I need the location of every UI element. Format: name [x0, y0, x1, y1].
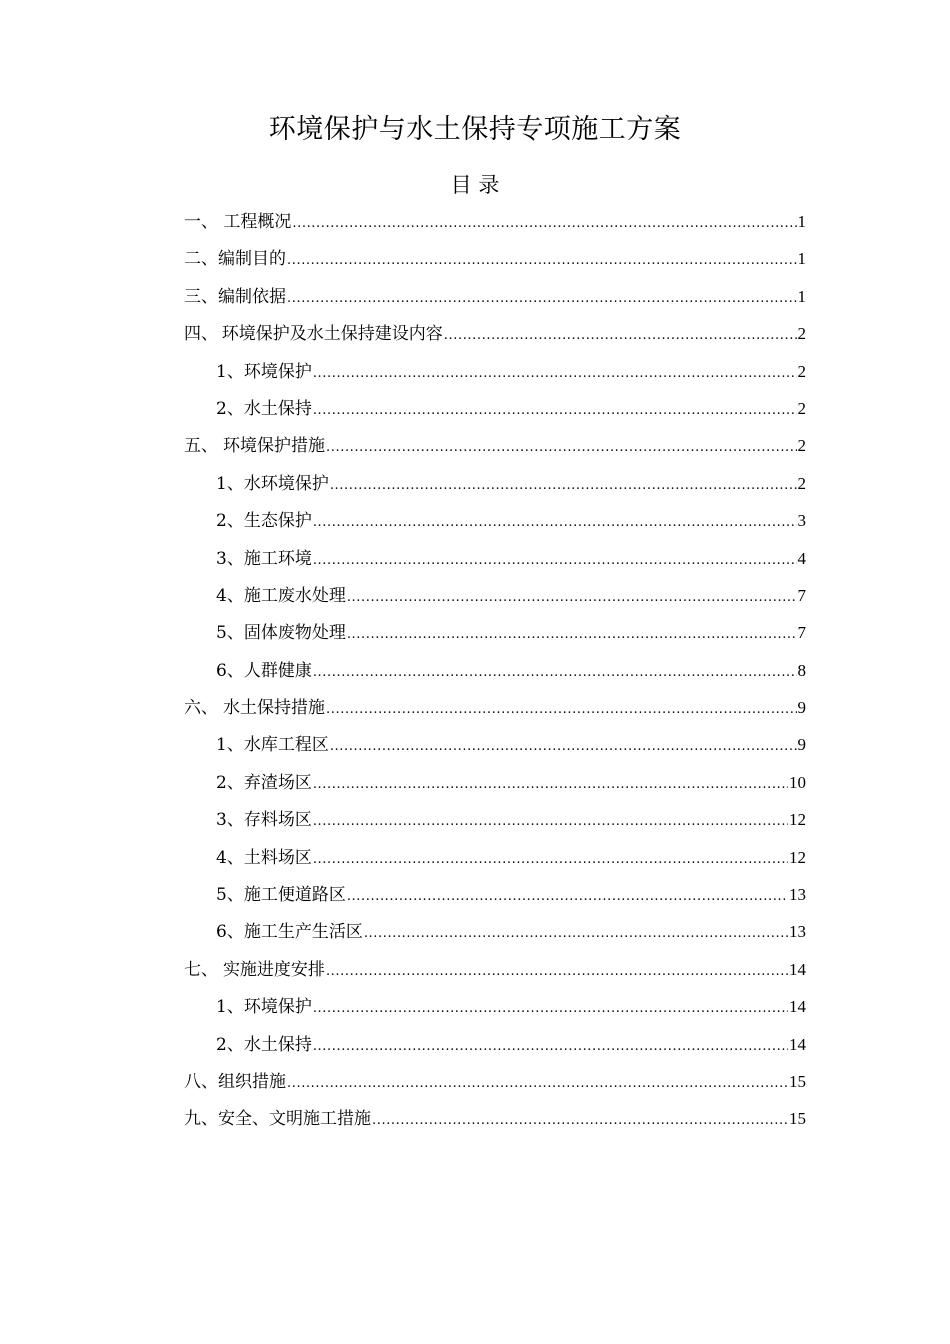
toc-entry-title: 环境保护及水土保持建设内容	[221, 324, 443, 345]
toc-page-number: 9	[797, 735, 806, 755]
toc-page-number: 3	[797, 511, 806, 531]
toc-entry-title: 环境保护	[243, 997, 312, 1018]
toc-page-number: 12	[789, 810, 806, 830]
toc-entry[interactable]	[184, 993, 806, 1030]
toc-entry[interactable]	[184, 1105, 806, 1142]
toc-entry[interactable]	[184, 731, 806, 768]
toc-dot-leader	[347, 584, 797, 612]
toc-entry[interactable]	[184, 956, 806, 993]
toc-dot-leader	[347, 883, 788, 911]
toc-page-number: 1	[797, 249, 806, 269]
toc-entry[interactable]	[184, 432, 806, 469]
toc-entry[interactable]	[184, 507, 806, 544]
toc-entry-number: 3、	[216, 810, 244, 831]
toc-entry-number: 2、	[216, 772, 244, 793]
toc-entry-title: 施工废水处理	[243, 585, 346, 606]
toc-dot-leader	[347, 621, 797, 649]
toc-entry-number: 6、	[216, 922, 244, 943]
toc-dot-leader	[444, 322, 797, 350]
toc-heading: 目 录	[450, 173, 500, 197]
toc-page-number: 14	[789, 997, 806, 1017]
toc-entry-title: 施工环境	[243, 548, 312, 569]
toc-entry-title: 水土保持措施	[223, 698, 326, 719]
toc-page-number: 7	[797, 585, 806, 605]
toc-entry[interactable]	[184, 320, 806, 357]
toc-entry-number: 2、	[216, 398, 244, 419]
toc-entry[interactable]	[184, 881, 806, 918]
toc-entry-number: 4、	[216, 585, 244, 606]
toc-page-number: 1	[797, 212, 806, 231]
toc-page-number: 8	[797, 660, 806, 680]
toc-entry-number: 2、	[216, 1034, 244, 1055]
toc-dot-leader	[287, 247, 797, 275]
document-title: 环境保护与水土保持专项施工方案	[268, 114, 682, 145]
toc-page-number: 15	[789, 1109, 806, 1129]
toc-entry-title: 固体废物处理	[243, 623, 346, 644]
toc-entry-title: 人群健康	[243, 660, 312, 681]
toc-page-number: 15	[789, 1071, 806, 1091]
toc-entry-number: 1、	[216, 997, 244, 1018]
toc-entry-title: 弃渣场区	[243, 772, 312, 793]
toc-page-number: 2	[797, 398, 806, 418]
toc-page-number: 2	[797, 324, 806, 344]
toc-dot-leader	[292, 210, 796, 238]
toc-page-number: 13	[789, 885, 806, 905]
toc-entry-number: 5、	[216, 623, 244, 644]
toc-dot-leader	[287, 1070, 788, 1098]
toc-dot-leader	[313, 360, 797, 388]
toc-entry-title: 土料场区	[243, 847, 312, 868]
toc-page-number: 2	[797, 473, 806, 493]
toc-entry-number: 四、	[184, 324, 218, 345]
toc-entry[interactable]	[184, 283, 806, 320]
toc-entry-number: 六、	[184, 698, 218, 719]
toc-dot-leader	[313, 995, 788, 1023]
toc-entry-number: 八、	[184, 1071, 218, 1092]
toc-entry-number: 九、	[184, 1109, 218, 1130]
toc-entry-title: 施工便道路区	[243, 885, 346, 906]
toc-entry-title: 水土保持	[243, 398, 312, 419]
toc-entry-title: 环境保护	[243, 361, 312, 382]
toc-dot-leader	[313, 547, 797, 575]
toc-entry-number: 5、	[216, 885, 244, 906]
toc-dot-leader	[313, 771, 788, 799]
toc-entry-title: 存料场区	[243, 810, 312, 831]
toc-entry[interactable]	[184, 245, 806, 282]
toc-entry-title: 工程概况	[223, 212, 292, 232]
toc-dot-leader	[313, 846, 788, 874]
toc-dot-leader	[372, 1107, 788, 1135]
toc-entry-number: 七、	[184, 959, 218, 980]
toc-dot-leader	[330, 472, 797, 500]
toc-dot-leader	[326, 696, 796, 724]
toc-entry-number: 三、	[184, 286, 218, 307]
toc-entry-number: 3、	[216, 548, 244, 569]
toc-entry[interactable]	[184, 470, 806, 507]
toc-entry[interactable]	[184, 358, 806, 395]
toc-entry-number: 二、	[184, 249, 218, 270]
toc-entry[interactable]	[184, 657, 806, 694]
toc-entry-title: 编制目的	[218, 249, 286, 270]
toc-entry-title: 施工生产生活区	[243, 922, 363, 943]
toc-entry-number: 五、	[184, 436, 218, 457]
toc-entry[interactable]	[184, 918, 806, 955]
toc-dot-leader	[330, 733, 797, 761]
toc-entry[interactable]	[184, 806, 806, 843]
toc-entry[interactable]	[184, 208, 806, 245]
toc-entry-title: 组织措施	[218, 1071, 286, 1092]
toc-dot-leader	[313, 397, 797, 425]
toc-dot-leader	[326, 434, 796, 462]
toc-entry-title: 环境保护措施	[223, 436, 326, 457]
toc-entry-number: 一、	[184, 212, 218, 232]
toc-page-number: 4	[797, 548, 806, 568]
toc-entry-title: 实施进度安排	[222, 959, 325, 980]
toc-dot-leader	[364, 920, 788, 948]
toc-page-number: 12	[789, 847, 806, 867]
toc-page-number: 9	[797, 698, 806, 718]
table-of-contents	[184, 208, 806, 1143]
toc-entry-title: 水环境保护	[243, 473, 329, 494]
toc-page-number: 2	[797, 436, 806, 456]
toc-entry[interactable]	[184, 1068, 806, 1105]
toc-entry[interactable]	[184, 582, 806, 619]
toc-entry[interactable]	[184, 694, 806, 731]
toc-page-number: 14	[789, 1034, 806, 1054]
toc-dot-leader	[313, 1033, 788, 1061]
toc-entry-number: 1、	[216, 361, 244, 382]
toc-entry[interactable]	[184, 1031, 806, 1068]
toc-page-number: 1	[797, 286, 806, 306]
toc-entry-number: 1、	[216, 473, 244, 494]
toc-page-number: 14	[789, 959, 806, 979]
toc-entry[interactable]	[184, 619, 806, 656]
toc-dot-leader	[313, 808, 788, 836]
toc-page-number: 13	[789, 922, 806, 942]
toc-entry-title: 生态保护	[243, 511, 312, 532]
toc-dot-leader	[313, 509, 797, 537]
toc-entry-title: 水库工程区	[243, 735, 329, 756]
toc-entry[interactable]	[184, 395, 806, 432]
toc-entry[interactable]	[184, 545, 806, 582]
toc-entry-number: 4、	[216, 847, 244, 868]
toc-entry-number: 2、	[216, 511, 244, 532]
toc-entry[interactable]	[184, 769, 806, 806]
toc-entry-number: 6、	[216, 660, 244, 681]
toc-page-number: 10	[789, 772, 806, 792]
toc-entry[interactable]	[184, 844, 806, 881]
toc-page-number: 7	[797, 623, 806, 643]
toc-entry-number: 1、	[216, 735, 244, 756]
toc-dot-leader	[326, 958, 788, 986]
toc-entry-title: 安全、文明施工措施	[218, 1109, 371, 1130]
toc-page-number: 2	[797, 361, 806, 381]
toc-entry-title: 水土保持	[243, 1034, 312, 1055]
toc-entry-title: 编制依据	[218, 286, 286, 307]
toc-dot-leader	[313, 659, 797, 687]
toc-dot-leader	[287, 285, 797, 313]
